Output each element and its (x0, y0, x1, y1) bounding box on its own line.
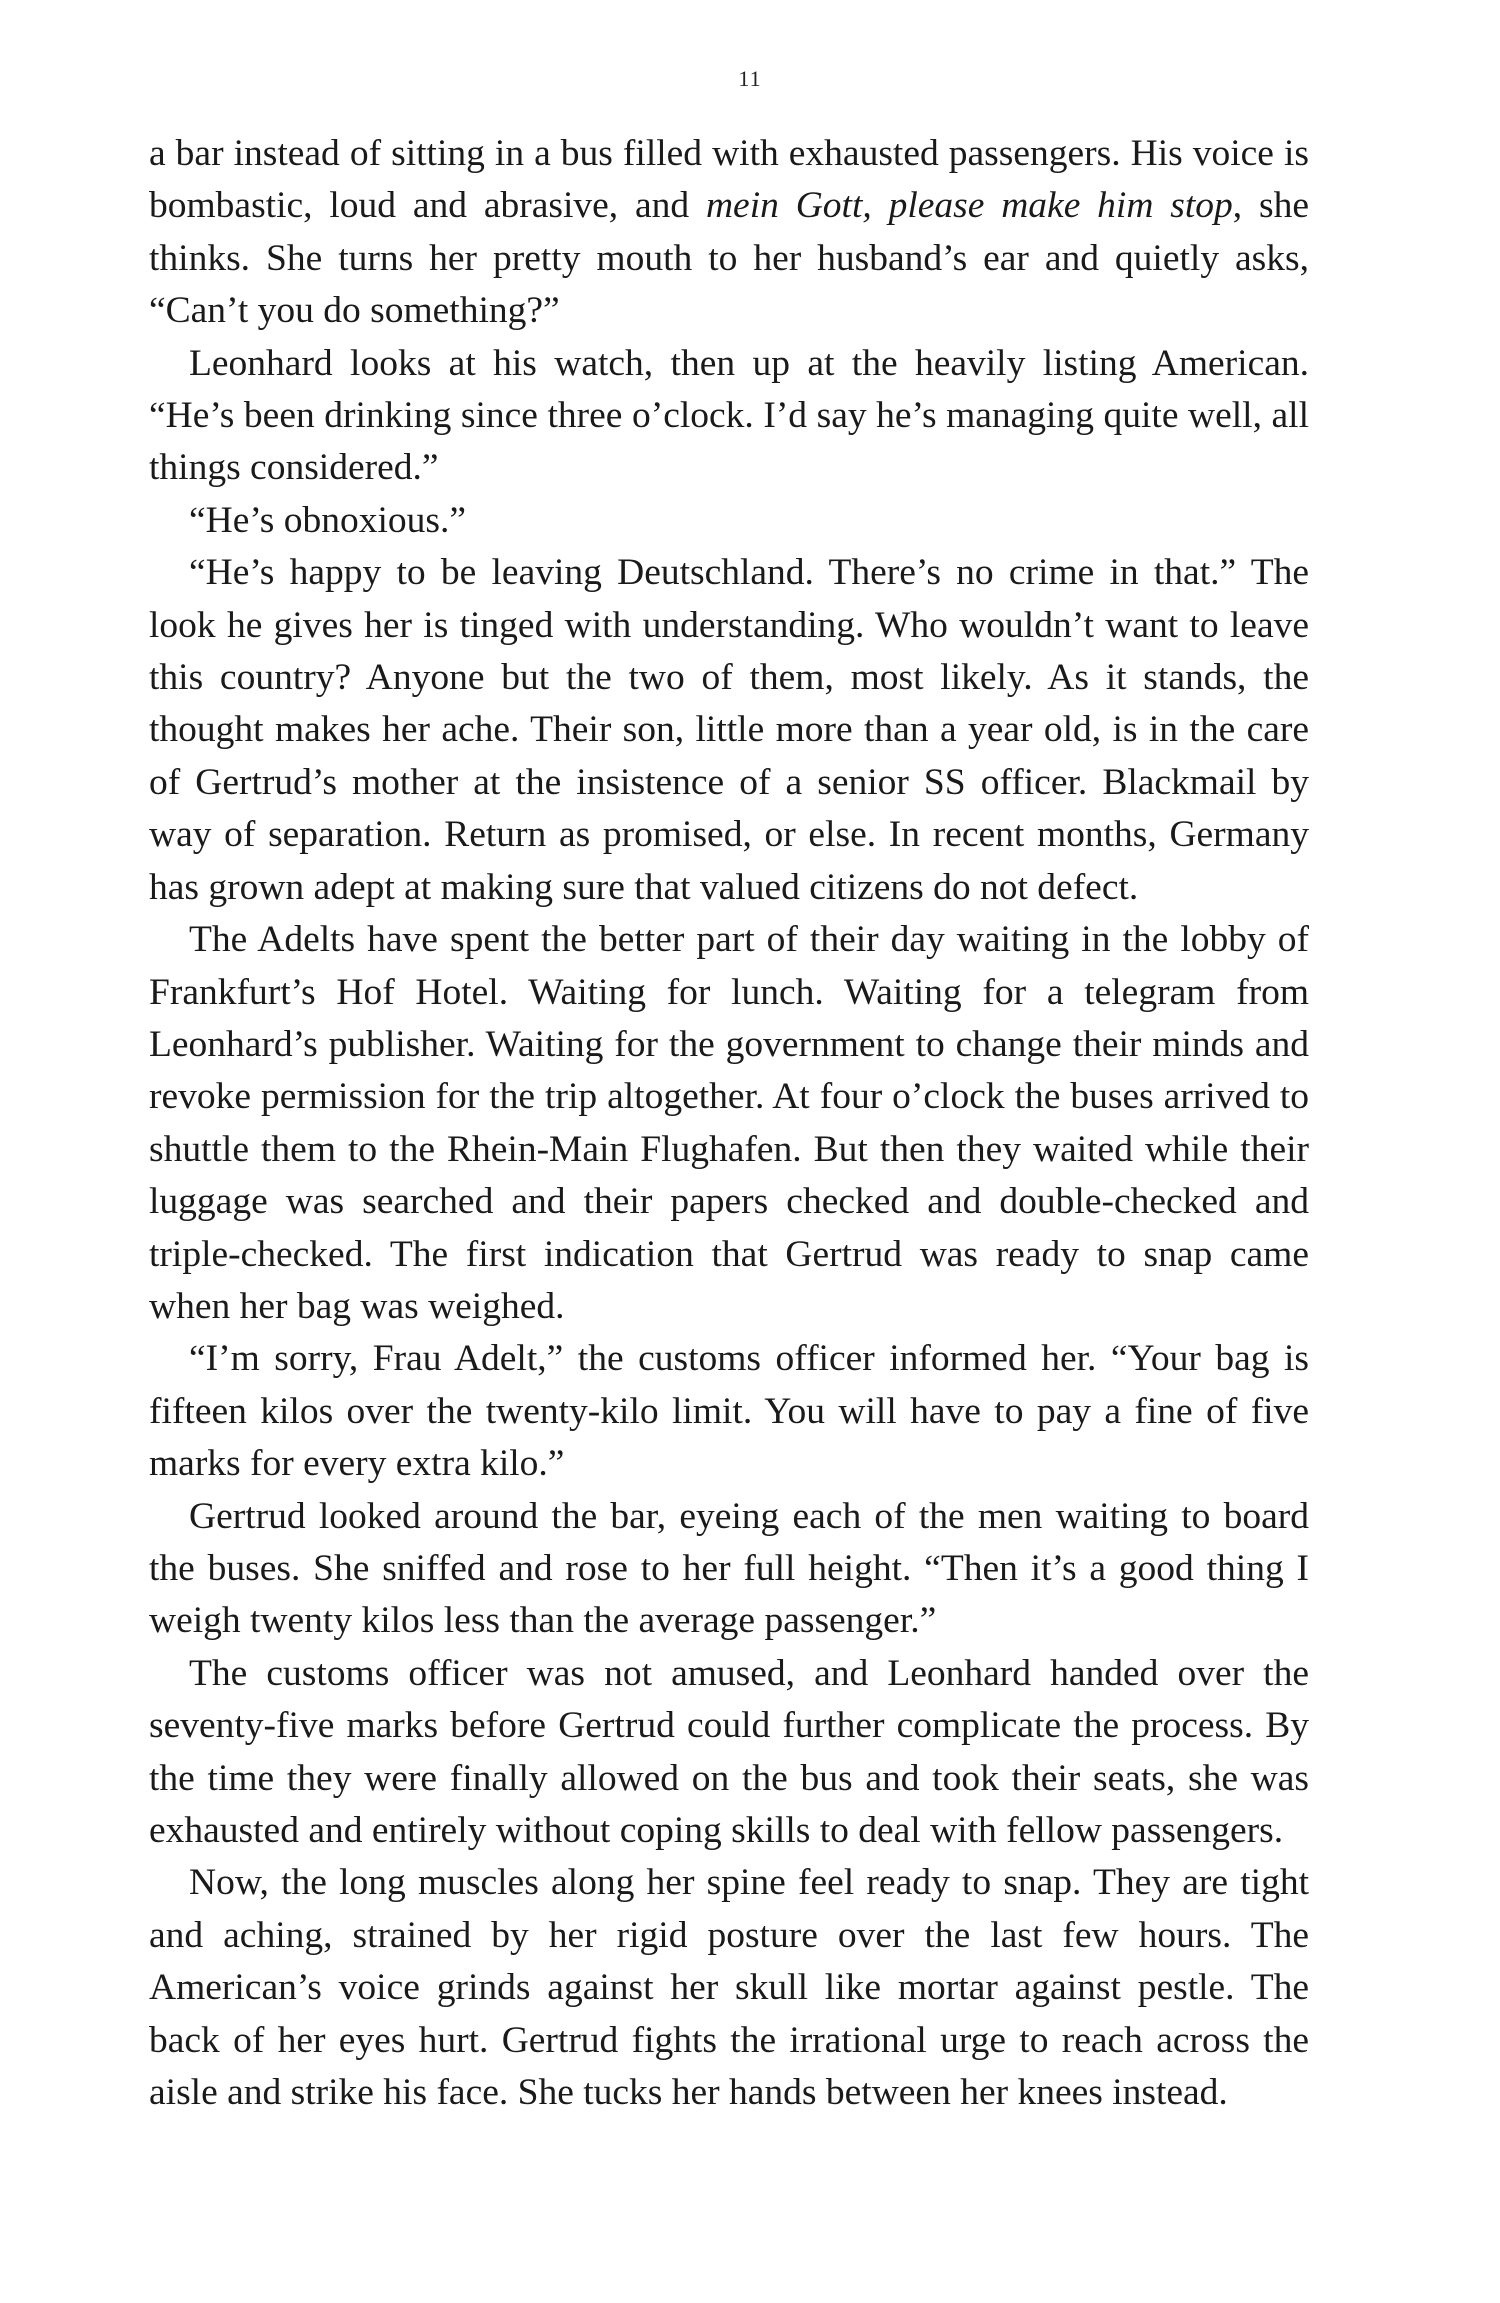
body-text (149, 128, 1309, 2119)
paragraph (149, 1491, 1309, 1648)
paragraph (149, 1648, 1309, 1858)
paragraph (149, 1333, 1309, 1490)
paragraph (149, 914, 1309, 1333)
page-number: 11 (738, 66, 762, 91)
paragraph-text: a bar instead of sitting in a bus filled with exhausted passengers. His voice is bombastic, loud and abrasive, and (149, 133, 1309, 227)
paragraph-text: The Adelts have spent the better part of their day waiting in the lobby of Frankfurt’s Hof Hotel. Waiting for lunch. Waiting for a telegram from Leonhard’s publisher. Waiting for the government to change their minds and revoke permission for the trip altogether. At four o’clock the buses arrived to shuttle them to the Rhein-Main Flughafen. But then they waited while their luggage was searched and their papers checked and double-checked and triple-checked. The first indication that Gertrud was ready to snap came when her bag was weighed. (149, 919, 1309, 1327)
paragraph (149, 338, 1309, 495)
paragraph (149, 495, 1309, 547)
paragraph-text: , she thinks. She turns her pretty mouth to her husband’s ear and quietly asks, “Can’t you do something?” (149, 185, 1309, 332)
paragraph-text: “I’m sorry, Frau Adelt,” the customs officer informed her. “Your bag is fifteen kilos over the twenty-kilo limit. You will have to pay a fine of five marks for every extra kilo.” (149, 1338, 1309, 1485)
paragraph (149, 128, 1309, 338)
paragraph-text: Now, the long muscles along her spine feel ready to snap. They are tight and aching, strained by her rigid posture over the last few hours. The American’s voice grinds against her skull like mortar against pestle. The back of her eyes hurt. Gertrud fights the irrational urge to reach across the aisle and strike his face. She tucks her hands between her knees instead. (149, 1862, 1309, 2114)
italic-text: mein Gott, please make him stop (705, 185, 1233, 227)
paragraph (149, 1857, 1309, 2119)
paragraph (149, 547, 1309, 914)
paragraph-text: “He’s happy to be leaving Deutschland. There’s no crime in that.” The look he gives her is tinged with understanding. Who wouldn’t want to leave this country? Anyone but the two of them, most likely. As it stands, the thought makes her ache. Their son, little more than a year old, is in the care of Gertrud’s mother at the insistence of a senior SS officer. Blackmail by way of separation. Return as promised, or else. In recent months, Germany has grown adept at making sure that valued citizens do not defect. (149, 552, 1309, 908)
paragraph-text: Leonhard looks at his watch, then up at the heavily listing American. “He’s been drinking since three o’clock. I’d say he’s managing quite well, all things considered.” (149, 342, 1309, 489)
paragraph-text: “He’s obnoxious.” (189, 499, 467, 541)
paragraph-text: Gertrud looked around the bar, eyeing each of the men waiting to board the buses. She sniffed and rose to her full height. “Then it’s a good thing I weigh twenty kilos less than the average passenger.” (149, 1495, 1309, 1642)
paragraph-text: The customs officer was not amused, and Leonhard handed over the seventy-five marks before Gertrud could further complicate the process. By the time they were finally allowed on the bus and took their seats, she was exhausted and entirely without coping skills to deal with fellow passengers. (149, 1652, 1309, 1851)
